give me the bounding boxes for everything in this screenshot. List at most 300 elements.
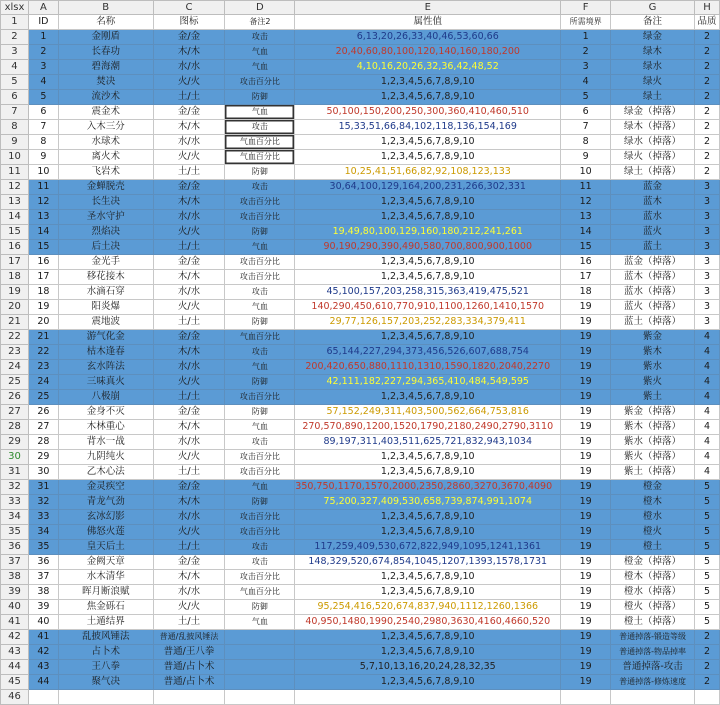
- required-realm-cell[interactable]: 18: [561, 285, 611, 300]
- name-cell[interactable]: 阳炎爆: [58, 300, 153, 315]
- note2-cell[interactable]: 攻击百分比: [225, 75, 295, 90]
- attribute-values-cell[interactable]: 10,25,41,51,66,82,92,108,123,133: [295, 165, 561, 180]
- name-cell[interactable]: 枯木逢春: [58, 345, 153, 360]
- icon-cell[interactable]: 木/木: [153, 570, 225, 585]
- quality-cell[interactable]: 2: [695, 165, 720, 180]
- quality-cell[interactable]: 4: [695, 345, 720, 360]
- quality-cell[interactable]: 2: [695, 90, 720, 105]
- id-cell[interactable]: 17: [28, 270, 58, 285]
- id-cell[interactable]: 25: [28, 390, 58, 405]
- note2-cell[interactable]: 防御: [225, 165, 295, 180]
- note-cell[interactable]: 绿土（掉落）: [611, 165, 695, 180]
- row-header[interactable]: 8: [1, 120, 29, 135]
- attribute-values-cell[interactable]: 40,950,1480,1990,2540,2980,3630,4160,4660,520: [295, 615, 561, 630]
- name-cell[interactable]: 金阙天章: [58, 555, 153, 570]
- note-cell[interactable]: 普通掉落-物品掉率: [611, 645, 695, 660]
- required-realm-cell[interactable]: 19: [561, 315, 611, 330]
- note-cell[interactable]: 紫木（掉落）: [611, 420, 695, 435]
- header-cell-name[interactable]: 名称: [58, 15, 153, 30]
- required-realm-cell[interactable]: 19: [561, 390, 611, 405]
- row-header[interactable]: 12: [1, 180, 29, 195]
- required-realm-cell[interactable]: 19: [561, 375, 611, 390]
- required-realm-cell[interactable]: 19: [561, 450, 611, 465]
- note2-cell[interactable]: [225, 690, 295, 705]
- name-cell[interactable]: 金蝉脱壳: [58, 180, 153, 195]
- required-realm-cell[interactable]: 19: [561, 525, 611, 540]
- attribute-values-cell[interactable]: 15,33,51,66,84,102,118,136,154,169: [295, 120, 561, 135]
- note2-cell[interactable]: 气血百分比: [225, 330, 295, 345]
- attribute-values-cell[interactable]: 1,2,3,4,5,6,7,8,9,10: [295, 135, 561, 150]
- header-cell-quality[interactable]: 品质: [695, 15, 720, 30]
- id-cell[interactable]: 37: [28, 570, 58, 585]
- name-cell[interactable]: 九阴纯火: [58, 450, 153, 465]
- row-header[interactable]: 14: [1, 210, 29, 225]
- note2-cell[interactable]: [225, 660, 295, 675]
- required-realm-cell[interactable]: 19: [561, 660, 611, 675]
- id-cell[interactable]: 19: [28, 300, 58, 315]
- note-cell[interactable]: 绿水（掉落）: [611, 135, 695, 150]
- column-header-D[interactable]: D: [225, 1, 295, 15]
- icon-cell[interactable]: 火/火: [153, 300, 225, 315]
- quality-cell[interactable]: 5: [695, 600, 720, 615]
- id-cell[interactable]: 41: [28, 630, 58, 645]
- name-cell[interactable]: 流沙术: [58, 90, 153, 105]
- required-realm-cell[interactable]: 19: [561, 495, 611, 510]
- note-cell[interactable]: 橙火: [611, 525, 695, 540]
- quality-cell[interactable]: 4: [695, 360, 720, 375]
- note2-cell[interactable]: 攻击百分比: [225, 570, 295, 585]
- note-cell[interactable]: 绿金（掉落）: [611, 105, 695, 120]
- attribute-values-cell[interactable]: 1,2,3,4,5,6,7,8,9,10: [295, 585, 561, 600]
- attribute-values-cell[interactable]: 50,100,150,200,250,300,360,410,460,510: [295, 105, 561, 120]
- required-realm-cell[interactable]: 6: [561, 105, 611, 120]
- icon-cell[interactable]: 火/火: [153, 75, 225, 90]
- id-cell[interactable]: 35: [28, 540, 58, 555]
- id-cell[interactable]: 38: [28, 585, 58, 600]
- note-cell[interactable]: 蓝金: [611, 180, 695, 195]
- required-realm-cell[interactable]: 11: [561, 180, 611, 195]
- row-header[interactable]: 44: [1, 660, 29, 675]
- note-cell[interactable]: 蓝金（掉落）: [611, 255, 695, 270]
- required-realm-cell[interactable]: 19: [561, 465, 611, 480]
- name-cell[interactable]: 离火术: [58, 150, 153, 165]
- icon-cell[interactable]: 金/金: [153, 555, 225, 570]
- name-cell[interactable]: 焚决: [58, 75, 153, 90]
- icon-cell[interactable]: 水/水: [153, 60, 225, 75]
- id-cell[interactable]: 36: [28, 555, 58, 570]
- note-cell[interactable]: 橙土（掉落）: [611, 615, 695, 630]
- column-header-F[interactable]: F: [561, 1, 611, 15]
- quality-cell[interactable]: 2: [695, 645, 720, 660]
- icon-cell[interactable]: 普通/占卜术: [153, 660, 225, 675]
- note2-cell[interactable]: 气血: [225, 420, 295, 435]
- name-cell[interactable]: 晖月断浪赋: [58, 585, 153, 600]
- name-cell[interactable]: 入木三分: [58, 120, 153, 135]
- required-realm-cell[interactable]: 13: [561, 210, 611, 225]
- quality-cell[interactable]: 4: [695, 435, 720, 450]
- note2-cell[interactable]: 气血: [225, 105, 295, 120]
- id-cell[interactable]: 10: [28, 165, 58, 180]
- note2-cell[interactable]: 攻击: [225, 345, 295, 360]
- id-cell[interactable]: 18: [28, 285, 58, 300]
- note2-cell[interactable]: 气血: [225, 45, 295, 60]
- icon-cell[interactable]: 木/木: [153, 195, 225, 210]
- column-header-G[interactable]: G: [611, 1, 695, 15]
- header-cell-note2[interactable]: 备注2: [225, 15, 295, 30]
- name-cell[interactable]: 金光手: [58, 255, 153, 270]
- required-realm-cell[interactable]: 19: [561, 405, 611, 420]
- note2-cell[interactable]: 防御: [225, 315, 295, 330]
- row-header[interactable]: 1: [1, 15, 29, 30]
- note2-cell[interactable]: 气血: [225, 615, 295, 630]
- column-header-E[interactable]: E: [295, 1, 561, 15]
- note-cell[interactable]: 蓝火（掉落）: [611, 300, 695, 315]
- icon-cell[interactable]: 火/火: [153, 525, 225, 540]
- attribute-values-cell[interactable]: 30,64,100,129,164,200,231,266,302,331: [295, 180, 561, 195]
- quality-cell[interactable]: 3: [695, 315, 720, 330]
- name-cell[interactable]: 碧海潮: [58, 60, 153, 75]
- note2-cell[interactable]: 气血百分比: [225, 585, 295, 600]
- note-cell[interactable]: 蓝土: [611, 240, 695, 255]
- note2-cell[interactable]: 防御: [225, 225, 295, 240]
- quality-cell[interactable]: 3: [695, 300, 720, 315]
- note-cell[interactable]: 紫火（掉落）: [611, 450, 695, 465]
- icon-cell[interactable]: 水/水: [153, 210, 225, 225]
- note2-cell[interactable]: 攻击百分比: [225, 270, 295, 285]
- icon-cell[interactable]: 木/木: [153, 270, 225, 285]
- row-header[interactable]: 40: [1, 600, 29, 615]
- quality-cell[interactable]: 3: [695, 225, 720, 240]
- attribute-values-cell[interactable]: 1,2,3,4,5,6,7,8,9,10: [295, 390, 561, 405]
- note-cell[interactable]: 橙水: [611, 510, 695, 525]
- id-cell[interactable]: 42: [28, 645, 58, 660]
- attribute-values-cell[interactable]: [295, 690, 561, 705]
- id-cell[interactable]: 13: [28, 210, 58, 225]
- name-cell[interactable]: 皇天后土: [58, 540, 153, 555]
- note-cell[interactable]: 绿木（掉落）: [611, 120, 695, 135]
- required-realm-cell[interactable]: 10: [561, 165, 611, 180]
- id-cell[interactable]: 34: [28, 525, 58, 540]
- attribute-values-cell[interactable]: 1,2,3,4,5,6,7,8,9,10: [295, 210, 561, 225]
- row-header[interactable]: 23: [1, 345, 29, 360]
- quality-cell[interactable]: 3: [695, 195, 720, 210]
- quality-cell[interactable]: 5: [695, 585, 720, 600]
- icon-cell[interactable]: 土/土: [153, 240, 225, 255]
- attribute-values-cell[interactable]: 19,49,80,100,129,160,180,212,241,261: [295, 225, 561, 240]
- required-realm-cell[interactable]: 19: [561, 630, 611, 645]
- icon-cell[interactable]: 木/木: [153, 345, 225, 360]
- icon-cell[interactable]: 土/土: [153, 315, 225, 330]
- name-cell[interactable]: 乱披风锤法: [58, 630, 153, 645]
- note-cell[interactable]: 普通掉落-修炼速度: [611, 675, 695, 690]
- icon-cell[interactable]: 普通/乱披风锤法: [153, 630, 225, 645]
- note2-cell[interactable]: 攻击: [225, 120, 295, 135]
- attribute-values-cell[interactable]: 350,750,1170,1570,2000,2350,2860,3270,3670,4090: [295, 480, 561, 495]
- note2-cell[interactable]: 攻击百分比: [225, 510, 295, 525]
- note-cell[interactable]: 蓝水: [611, 210, 695, 225]
- note2-cell[interactable]: 攻击百分比: [225, 255, 295, 270]
- note-cell[interactable]: 蓝水（掉落）: [611, 285, 695, 300]
- attribute-values-cell[interactable]: 4,10,16,20,26,32,36,42,48,52: [295, 60, 561, 75]
- quality-cell[interactable]: 5: [695, 540, 720, 555]
- row-header[interactable]: 6: [1, 90, 29, 105]
- note-cell[interactable]: 绿火: [611, 75, 695, 90]
- row-header[interactable]: 19: [1, 285, 29, 300]
- row-header[interactable]: 43: [1, 645, 29, 660]
- id-cell[interactable]: 16: [28, 255, 58, 270]
- attribute-values-cell[interactable]: 1,2,3,4,5,6,7,8,9,10: [295, 570, 561, 585]
- attribute-values-cell[interactable]: 5,7,10,13,16,20,24,28,32,35: [295, 660, 561, 675]
- note2-cell[interactable]: 攻击: [225, 540, 295, 555]
- id-cell[interactable]: [28, 690, 58, 705]
- id-cell[interactable]: 2: [28, 45, 58, 60]
- icon-cell[interactable]: 木/木: [153, 120, 225, 135]
- id-cell[interactable]: 44: [28, 675, 58, 690]
- required-realm-cell[interactable]: 2: [561, 45, 611, 60]
- name-cell[interactable]: 水滴石穿: [58, 285, 153, 300]
- id-cell[interactable]: 12: [28, 195, 58, 210]
- attribute-values-cell[interactable]: 6,13,20,26,33,40,46,53,60,66: [295, 30, 561, 45]
- icon-cell[interactable]: 土/土: [153, 165, 225, 180]
- note2-cell[interactable]: 攻击: [225, 285, 295, 300]
- note-cell[interactable]: 绿火（掉落）: [611, 150, 695, 165]
- name-cell[interactable]: 土遁结界: [58, 615, 153, 630]
- row-header[interactable]: 29: [1, 435, 29, 450]
- attribute-values-cell[interactable]: 1,2,3,4,5,6,7,8,9,10: [295, 195, 561, 210]
- id-cell[interactable]: 21: [28, 330, 58, 345]
- row-header[interactable]: 18: [1, 270, 29, 285]
- note-cell[interactable]: 橙水（掉落）: [611, 585, 695, 600]
- required-realm-cell[interactable]: 4: [561, 75, 611, 90]
- note-cell[interactable]: 普通掉落-攻击: [611, 660, 695, 675]
- required-realm-cell[interactable]: 19: [561, 570, 611, 585]
- id-cell[interactable]: 43: [28, 660, 58, 675]
- header-cell-id[interactable]: ID: [28, 15, 58, 30]
- id-cell[interactable]: 33: [28, 510, 58, 525]
- name-cell[interactable]: 青龙气劲: [58, 495, 153, 510]
- icon-cell[interactable]: 木/木: [153, 420, 225, 435]
- row-header[interactable]: 27: [1, 405, 29, 420]
- required-realm-cell[interactable]: 15: [561, 240, 611, 255]
- note2-cell[interactable]: 攻击百分比: [225, 525, 295, 540]
- name-cell[interactable]: 后土决: [58, 240, 153, 255]
- header-cell-required-realm[interactable]: 所需境界: [561, 15, 611, 30]
- quality-cell[interactable]: 5: [695, 495, 720, 510]
- row-header[interactable]: 10: [1, 150, 29, 165]
- icon-cell[interactable]: 水/水: [153, 285, 225, 300]
- required-realm-cell[interactable]: 19: [561, 555, 611, 570]
- name-cell[interactable]: 金身不灭: [58, 405, 153, 420]
- note2-cell[interactable]: [225, 630, 295, 645]
- icon-cell[interactable]: 火/火: [153, 600, 225, 615]
- icon-cell[interactable]: 木/木: [153, 495, 225, 510]
- quality-cell[interactable]: 3: [695, 255, 720, 270]
- icon-cell[interactable]: 火/火: [153, 450, 225, 465]
- required-realm-cell[interactable]: 17: [561, 270, 611, 285]
- note2-cell[interactable]: 攻击百分比: [225, 390, 295, 405]
- id-cell[interactable]: 39: [28, 600, 58, 615]
- required-realm-cell[interactable]: 19: [561, 600, 611, 615]
- column-header-H[interactable]: H: [695, 1, 720, 15]
- note2-cell[interactable]: 气血百分比: [225, 150, 295, 165]
- name-cell[interactable]: 占卜术: [58, 645, 153, 660]
- attribute-values-cell[interactable]: 1,2,3,4,5,6,7,8,9,10: [295, 465, 561, 480]
- row-header[interactable]: 25: [1, 375, 29, 390]
- quality-cell[interactable]: 2: [695, 60, 720, 75]
- row-header[interactable]: 34: [1, 510, 29, 525]
- attribute-values-cell[interactable]: 1,2,3,4,5,6,7,8,9,10: [295, 510, 561, 525]
- quality-cell[interactable]: 2: [695, 150, 720, 165]
- id-cell[interactable]: 22: [28, 345, 58, 360]
- note-cell[interactable]: 橙木（掉落）: [611, 570, 695, 585]
- name-cell[interactable]: 水球术: [58, 135, 153, 150]
- attribute-values-cell[interactable]: 270,570,890,1200,1520,1790,2180,2490,2790,3110: [295, 420, 561, 435]
- column-header-B[interactable]: B: [58, 1, 153, 15]
- attribute-values-cell[interactable]: 29,77,126,157,203,252,283,334,379,411: [295, 315, 561, 330]
- attribute-values-cell[interactable]: 90,190,290,390,490,580,700,800,900,1000: [295, 240, 561, 255]
- note2-cell[interactable]: 攻击: [225, 180, 295, 195]
- id-cell[interactable]: 30: [28, 465, 58, 480]
- note2-cell[interactable]: 攻击百分比: [225, 195, 295, 210]
- row-header[interactable]: 13: [1, 195, 29, 210]
- attribute-values-cell[interactable]: 20,40,60,80,100,120,140,160,180,200: [295, 45, 561, 60]
- attribute-values-cell[interactable]: 45,100,157,203,258,315,363,419,475,521: [295, 285, 561, 300]
- icon-cell[interactable]: 金/金: [153, 180, 225, 195]
- attribute-values-cell[interactable]: 95,254,416,520,674,837,940,1112,1260,1366: [295, 600, 561, 615]
- icon-cell[interactable]: 金/金: [153, 105, 225, 120]
- required-realm-cell[interactable]: 7: [561, 120, 611, 135]
- quality-cell[interactable]: 2: [695, 30, 720, 45]
- name-cell[interactable]: 聚气决: [58, 675, 153, 690]
- id-cell[interactable]: 40: [28, 615, 58, 630]
- quality-cell[interactable]: 3: [695, 210, 720, 225]
- quality-cell[interactable]: 4: [695, 330, 720, 345]
- id-cell[interactable]: 23: [28, 360, 58, 375]
- quality-cell[interactable]: 5: [695, 480, 720, 495]
- row-header[interactable]: 21: [1, 315, 29, 330]
- row-header[interactable]: 42: [1, 630, 29, 645]
- row-header[interactable]: 7: [1, 105, 29, 120]
- attribute-values-cell[interactable]: 1,2,3,4,5,6,7,8,9,10: [295, 90, 561, 105]
- icon-cell[interactable]: 土/土: [153, 615, 225, 630]
- note2-cell[interactable]: 攻击百分比: [225, 450, 295, 465]
- icon-cell[interactable]: 土/土: [153, 465, 225, 480]
- note2-cell[interactable]: 防御: [225, 405, 295, 420]
- row-header[interactable]: 39: [1, 585, 29, 600]
- icon-cell[interactable]: 土/土: [153, 540, 225, 555]
- quality-cell[interactable]: 2: [695, 135, 720, 150]
- attribute-values-cell[interactable]: 57,152,249,311,403,500,562,664,753,816: [295, 405, 561, 420]
- quality-cell[interactable]: 2: [695, 675, 720, 690]
- name-cell[interactable]: 金刚盾: [58, 30, 153, 45]
- name-cell[interactable]: 震金术: [58, 105, 153, 120]
- quality-cell[interactable]: 4: [695, 465, 720, 480]
- note-cell[interactable]: 橙土: [611, 540, 695, 555]
- icon-cell[interactable]: 金/金: [153, 255, 225, 270]
- note-cell[interactable]: 橙金（掉落）: [611, 555, 695, 570]
- row-header[interactable]: 26: [1, 390, 29, 405]
- name-cell[interactable]: 玄冰幻影: [58, 510, 153, 525]
- note2-cell[interactable]: 气血: [225, 480, 295, 495]
- quality-cell[interactable]: 4: [695, 405, 720, 420]
- id-cell[interactable]: 27: [28, 420, 58, 435]
- attribute-values-cell[interactable]: 1,2,3,4,5,6,7,8,9,10: [295, 645, 561, 660]
- name-cell[interactable]: 震地波: [58, 315, 153, 330]
- row-header[interactable]: 3: [1, 45, 29, 60]
- required-realm-cell[interactable]: 19: [561, 615, 611, 630]
- note-cell[interactable]: 紫水: [611, 360, 695, 375]
- row-header[interactable]: 45: [1, 675, 29, 690]
- row-header[interactable]: 15: [1, 225, 29, 240]
- attribute-values-cell[interactable]: 1,2,3,4,5,6,7,8,9,10: [295, 450, 561, 465]
- id-cell[interactable]: 29: [28, 450, 58, 465]
- quality-cell[interactable]: 5: [695, 570, 720, 585]
- name-cell[interactable]: 佛怒火莲: [58, 525, 153, 540]
- id-cell[interactable]: 9: [28, 150, 58, 165]
- quality-cell[interactable]: 2: [695, 630, 720, 645]
- quality-cell[interactable]: 2: [695, 120, 720, 135]
- id-cell[interactable]: 7: [28, 120, 58, 135]
- quality-cell[interactable]: 3: [695, 270, 720, 285]
- attribute-values-cell[interactable]: 1,2,3,4,5,6,7,8,9,10: [295, 525, 561, 540]
- icon-cell[interactable]: 土/土: [153, 390, 225, 405]
- id-cell[interactable]: 28: [28, 435, 58, 450]
- column-header-C[interactable]: C: [153, 1, 225, 15]
- row-header[interactable]: 16: [1, 240, 29, 255]
- row-header[interactable]: 22: [1, 330, 29, 345]
- row-header[interactable]: 37: [1, 555, 29, 570]
- icon-cell[interactable]: 普通/王八拳: [153, 645, 225, 660]
- quality-cell[interactable]: [695, 690, 720, 705]
- name-cell[interactable]: 三味真火: [58, 375, 153, 390]
- required-realm-cell[interactable]: 19: [561, 585, 611, 600]
- quality-cell[interactable]: 5: [695, 555, 720, 570]
- icon-cell[interactable]: 金/金: [153, 480, 225, 495]
- row-header[interactable]: 41: [1, 615, 29, 630]
- attribute-values-cell[interactable]: 1,2,3,4,5,6,7,8,9,10: [295, 675, 561, 690]
- note-cell[interactable]: 绿水: [611, 60, 695, 75]
- required-realm-cell[interactable]: 19: [561, 345, 611, 360]
- note-cell[interactable]: 蓝土（掉落）: [611, 315, 695, 330]
- note-cell[interactable]: 紫土: [611, 390, 695, 405]
- name-cell[interactable]: 长春功: [58, 45, 153, 60]
- note2-cell[interactable]: 攻击: [225, 555, 295, 570]
- row-header[interactable]: 28: [1, 420, 29, 435]
- required-realm-cell[interactable]: 19: [561, 330, 611, 345]
- name-cell[interactable]: 木林重心: [58, 420, 153, 435]
- name-cell[interactable]: 圣水守护: [58, 210, 153, 225]
- row-header[interactable]: 32: [1, 480, 29, 495]
- id-cell[interactable]: 6: [28, 105, 58, 120]
- required-realm-cell[interactable]: 16: [561, 255, 611, 270]
- quality-cell[interactable]: 4: [695, 390, 720, 405]
- header-cell-attribute-values[interactable]: 属性值: [295, 15, 561, 30]
- quality-cell[interactable]: 5: [695, 525, 720, 540]
- icon-cell[interactable]: 火/火: [153, 375, 225, 390]
- required-realm-cell[interactable]: 12: [561, 195, 611, 210]
- note-cell[interactable]: 橙木: [611, 495, 695, 510]
- required-realm-cell[interactable]: 19: [561, 645, 611, 660]
- attribute-values-cell[interactable]: 148,329,520,674,854,1045,1207,1393,1578,1731: [295, 555, 561, 570]
- attribute-values-cell[interactable]: 75,200,327,409,530,658,739,874,991,1074: [295, 495, 561, 510]
- name-cell[interactable]: 游气化金: [58, 330, 153, 345]
- attribute-values-cell[interactable]: 65,144,227,294,373,456,526,607,688,754: [295, 345, 561, 360]
- note2-cell[interactable]: [225, 645, 295, 660]
- required-realm-cell[interactable]: 19: [561, 435, 611, 450]
- attribute-values-cell[interactable]: 200,420,650,880,1110,1310,1590,1820,2040,2270: [295, 360, 561, 375]
- row-header[interactable]: 30: [1, 450, 29, 465]
- required-realm-cell[interactable]: 19: [561, 420, 611, 435]
